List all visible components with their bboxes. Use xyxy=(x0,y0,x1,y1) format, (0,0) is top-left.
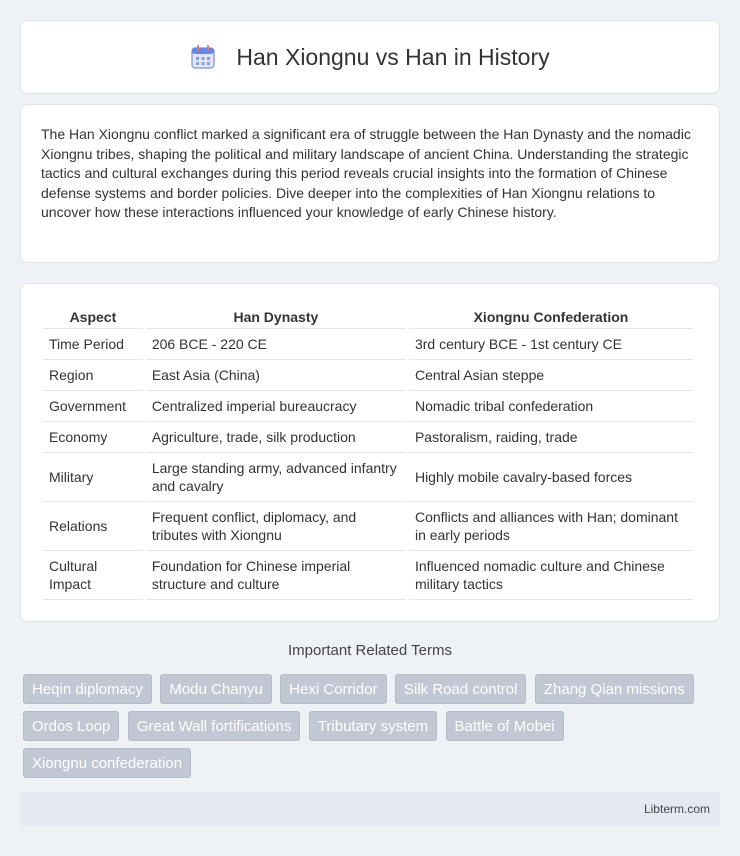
comparison-card xyxy=(20,283,720,622)
cell-xiongnu: Highly mobile cavalry-based forces xyxy=(409,453,693,502)
cell-han: Frequent conflict, diplomacy, and tributes with Xiongnu xyxy=(146,502,406,551)
related-term-tag[interactable]: Heqin diplomacy xyxy=(23,674,152,704)
table-row xyxy=(43,502,693,551)
page-title: Han Xiongnu vs Han in History xyxy=(236,43,550,70)
cell-han: Large standing army, advanced infantry and cavalry xyxy=(146,453,406,502)
cell-xiongnu: Central Asian steppe xyxy=(409,360,693,391)
related-terms-title: Important Related Terms xyxy=(288,642,452,659)
comparison-table xyxy=(40,304,696,600)
intro-text: The Han Xiongnu conflict marked a significant era of struggle between the Han Dynasty and the nomadic Xiongnu tribes, shaping the political and military landscape of ancient China. Understanding the strategic tactics and cultural exchanges during this period reveals crucial insights into the formation of Chinese defense systems and border policies. Dive deeper into the complexities of Han Xiongnu relations to uncover how these interactions influenced your knowledge of early Chinese history. xyxy=(41,126,691,220)
cell-aspect: Government xyxy=(43,391,143,422)
cell-han: Foundation for Chinese imperial structure and culture xyxy=(146,551,406,600)
footer xyxy=(20,792,720,826)
cell-xiongnu: Conflicts and alliances with Han; dominant in early periods xyxy=(409,502,693,551)
related-term-tag[interactable]: Tributary system xyxy=(309,711,437,741)
cell-aspect: Cultural Impact xyxy=(43,551,143,600)
intro-card xyxy=(20,104,720,263)
related-term-tag[interactable]: Zhang Qian missions xyxy=(535,674,694,704)
cell-xiongnu: Nomadic tribal confederation xyxy=(409,391,693,422)
table-row xyxy=(43,453,693,502)
cell-aspect: Region xyxy=(43,360,143,391)
related-terms-list xyxy=(23,674,723,785)
cell-han: 206 BCE - 220 CE xyxy=(146,329,406,360)
cell-han: Centralized imperial bureaucracy xyxy=(146,391,406,422)
title-card xyxy=(20,20,720,94)
cell-aspect: Relations xyxy=(43,502,143,551)
cell-aspect: Military xyxy=(43,453,143,502)
related-term-tag[interactable]: Xiongnu confederation xyxy=(23,748,191,778)
header-han: Han Dynasty xyxy=(146,304,406,329)
related-term-tag[interactable]: Silk Road control xyxy=(395,674,526,704)
related-term-tag[interactable]: Modu Chanyu xyxy=(160,674,271,704)
table-row xyxy=(43,360,693,391)
related-term-tag[interactable]: Battle of Mobei xyxy=(446,711,564,741)
table-header-row xyxy=(43,304,693,329)
cell-xiongnu: Influenced nomadic culture and Chinese military tactics xyxy=(409,551,693,600)
footer-brand[interactable]: Libterm.com xyxy=(643,802,710,816)
cell-aspect: Economy xyxy=(43,422,143,453)
header-xiongnu: Xiongnu Confederation xyxy=(409,304,693,329)
cell-aspect: Time Period xyxy=(43,329,143,360)
cell-han: East Asia (China) xyxy=(146,360,406,391)
related-term-tag[interactable]: Hexi Corridor xyxy=(280,674,386,704)
cell-xiongnu: 3rd century BCE - 1st century CE xyxy=(409,329,693,360)
calendar-icon xyxy=(190,44,216,70)
table-row xyxy=(43,551,693,600)
header-aspect: Aspect xyxy=(43,304,143,329)
table-row xyxy=(43,391,693,422)
cell-xiongnu: Pastoralism, raiding, trade xyxy=(409,422,693,453)
related-term-tag[interactable]: Ordos Loop xyxy=(23,711,119,741)
related-term-tag[interactable]: Great Wall fortifications xyxy=(128,711,301,741)
cell-han: Agriculture, trade, silk production xyxy=(146,422,406,453)
table-row xyxy=(43,329,693,360)
table-row xyxy=(43,422,693,453)
